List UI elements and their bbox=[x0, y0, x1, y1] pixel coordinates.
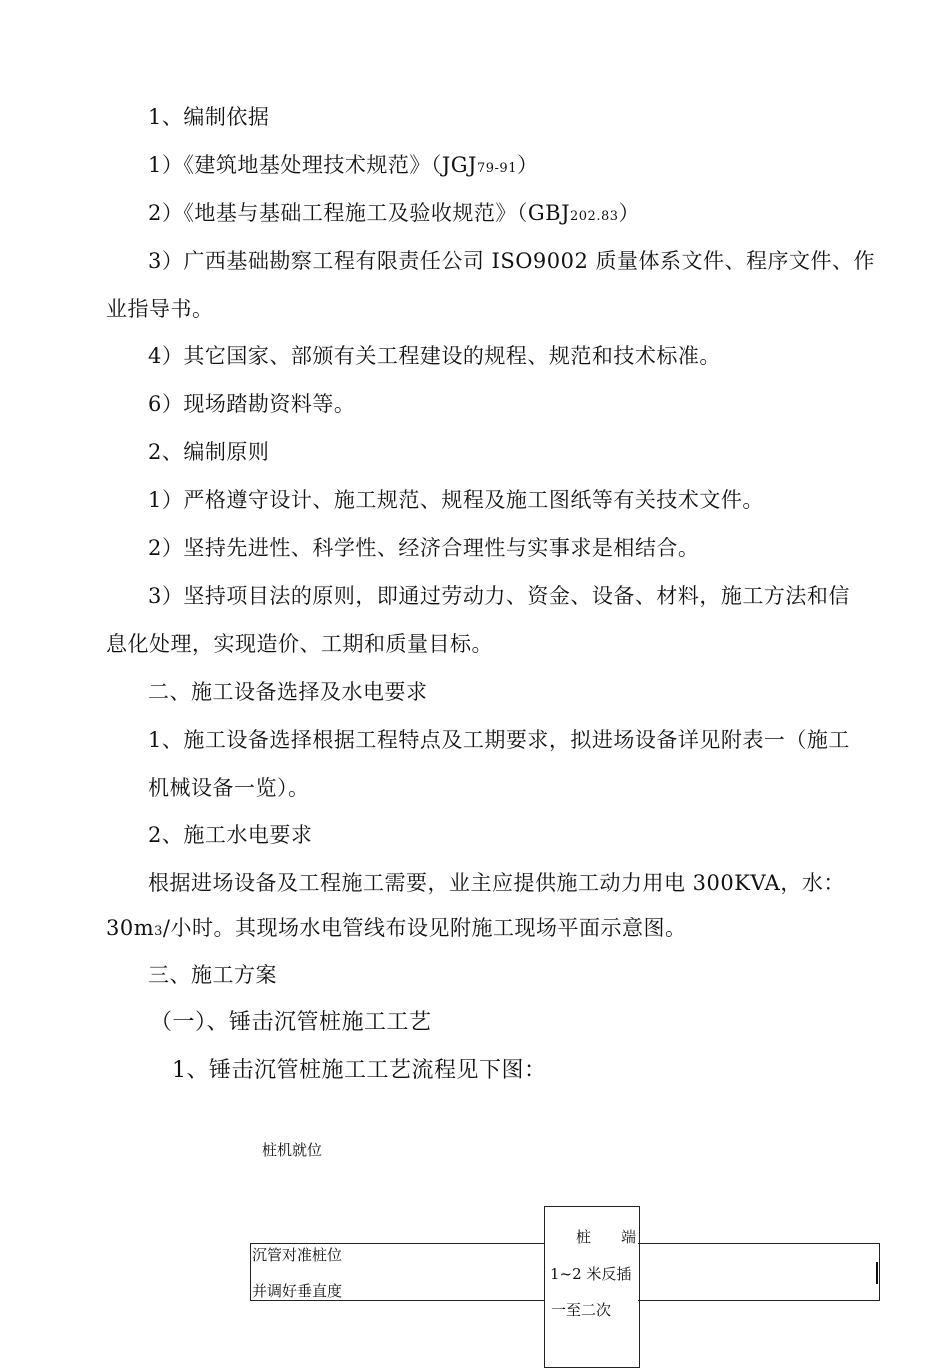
basis-item-2-text: 2）《地基与基础工程施工及验收规范》（GBJ bbox=[148, 201, 570, 225]
section-construction-plan: 三、施工方案 bbox=[148, 963, 277, 987]
basis-item-2 bbox=[148, 198, 640, 232]
principle-item-1: 1）严格遵守设计、施工规范、规程及施工图纸等有关技术文件。 bbox=[148, 488, 764, 512]
equipment-item-1: 1、施工设备选择根据工程特点及工期要求，拟进场设备详见附表一（施工 bbox=[148, 728, 850, 752]
power-requirement: 根据进场设备及工程施工需要，业主应提供施工动力用电 300KVA，水： bbox=[148, 871, 845, 895]
heading-basis: 1、编制依据 bbox=[148, 105, 270, 129]
flow-step-align-line1: 沉管对准桩位 bbox=[252, 1246, 343, 1264]
flow-step-align-line2: 并调好垂直度 bbox=[252, 1282, 343, 1300]
flow-step-reinsert-line3: 一至二次 bbox=[551, 1301, 612, 1319]
heading-principles: 2、编制原则 bbox=[148, 440, 270, 464]
basis-item-1-text: 1）《建筑地基处理技术规范》（JGJ bbox=[148, 153, 477, 177]
water-text: /小时。其现场水电管线布设见附施工现场平面示意图。 bbox=[162, 916, 687, 940]
principle-item-2: 2）坚持先进性、科学性、经济合理性与实事求是相结合。 bbox=[148, 536, 700, 560]
equipment-item-1-cont: 机械设备一览）。 bbox=[148, 776, 310, 800]
basis-item-1-close: ） bbox=[516, 153, 539, 177]
basis-item-6: 6）现场踏勘资料等。 bbox=[148, 392, 356, 416]
water-requirement bbox=[106, 913, 687, 947]
principle-item-3-cont: 息化处理，实现造价、工期和质量目标。 bbox=[106, 632, 493, 656]
flow-step-right-box bbox=[638, 1243, 880, 1301]
flow-step-pile-positioning: 桩机就位 bbox=[262, 1141, 323, 1159]
basis-item-2-close: ） bbox=[618, 201, 640, 225]
flow-step-reinsert-line2: 1~2 米反插 bbox=[550, 1265, 632, 1283]
section-equipment: 二、施工设备选择及水电要求 bbox=[148, 680, 428, 704]
flow-connector-mark bbox=[876, 1262, 878, 1284]
flow-step-reinsert-line1: 桩 端 bbox=[576, 1228, 637, 1246]
water-unit-superscript: 3 bbox=[154, 924, 163, 939]
basis-item-3-cont: 业指导书。 bbox=[106, 297, 214, 321]
basis-item-1 bbox=[148, 150, 538, 184]
flow-intro: 1、锤击沉管桩施工工艺流程见下图： bbox=[172, 1058, 547, 1083]
basis-item-4: 4）其它国家、部颁有关工程建设的规程、规范和技术标准。 bbox=[148, 344, 721, 368]
equipment-item-2: 2、施工水电要求 bbox=[148, 823, 313, 847]
basis-item-1-code: 79-91 bbox=[476, 161, 517, 176]
water-value: 30m bbox=[106, 916, 155, 940]
subsection-hammer-pile: （一）、锤击沉管桩施工工艺 bbox=[150, 1010, 432, 1035]
principle-item-3: 3）坚持项目法的原则，即通过劳动力、资金、设备、材料，施工方法和信 bbox=[148, 584, 850, 608]
basis-item-3: 3）广西基础勘察工程有限责任公司 ISO9002 质量体系文件、程序文件、作 bbox=[148, 249, 876, 273]
basis-item-2-code: 202.83 bbox=[570, 209, 619, 224]
